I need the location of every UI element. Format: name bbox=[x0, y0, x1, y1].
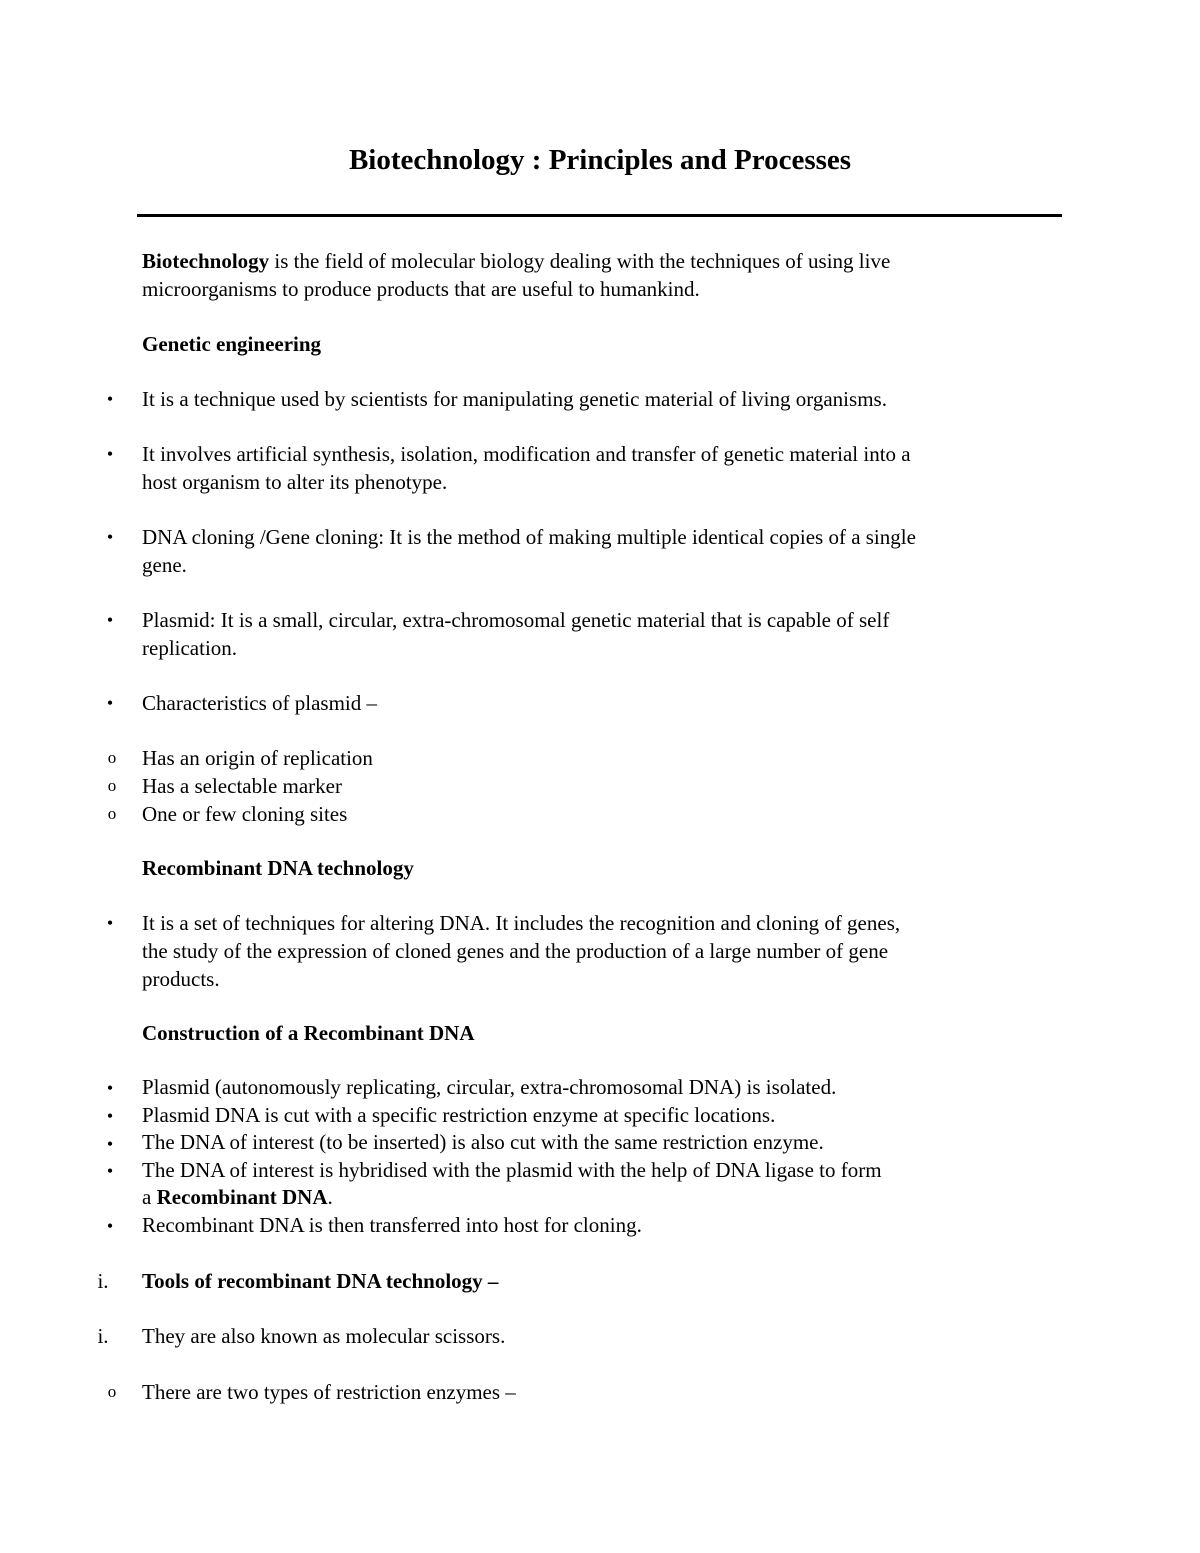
circle-marker: o bbox=[107, 776, 117, 795]
list-item-text: products. bbox=[142, 967, 220, 991]
intro-line-2: microorganisms to produce products that are useful to humankind. bbox=[142, 277, 700, 301]
bullet-marker: • bbox=[106, 913, 114, 933]
bullet-marker: • bbox=[106, 1078, 114, 1098]
bullet-marker: • bbox=[106, 1161, 114, 1181]
list-item: The DNA of interest (to be inserted) is also cut with the same restriction enzyme. bbox=[142, 1130, 824, 1155]
sub-list-item: Has an origin of replication bbox=[142, 746, 373, 770]
roman-marker: i. bbox=[97, 1269, 109, 1293]
circle-marker: o bbox=[107, 1382, 117, 1401]
list-item-text: It involves artificial synthesis, isolation, modification and transfer of genetic material into a bbox=[142, 442, 911, 466]
list-item-text: Characteristics of plasmid – bbox=[142, 691, 378, 715]
section-heading-tools: Tools of recombinant DNA technology – bbox=[142, 1269, 499, 1293]
intro-line-1-text: is the field of molecular biology dealing with the techniques of using live bbox=[269, 249, 891, 273]
list-item: They are also known as molecular scissors. bbox=[142, 1324, 506, 1348]
bullet-marker: • bbox=[106, 389, 114, 409]
list-item bbox=[142, 523, 1062, 579]
bullet-marker: • bbox=[106, 1134, 114, 1154]
bullet-marker: • bbox=[106, 527, 114, 547]
list-item-text: replication. bbox=[142, 636, 238, 660]
continuation-prefix: a bbox=[142, 1185, 157, 1210]
bullet-marker: • bbox=[106, 610, 114, 630]
bullet-marker: • bbox=[106, 1216, 114, 1236]
circle-marker: o bbox=[107, 804, 117, 823]
list-item bbox=[142, 689, 1062, 717]
sub-list-item: There are two types of restriction enzymes – bbox=[142, 1380, 516, 1404]
bullet-marker: • bbox=[106, 693, 114, 713]
intro-paragraph bbox=[142, 247, 1062, 303]
continuation-suffix: . bbox=[327, 1185, 333, 1210]
sub-list-item: One or few cloning sites bbox=[142, 802, 348, 826]
list-item bbox=[142, 909, 1062, 993]
list-item bbox=[142, 606, 1062, 662]
list-item: The DNA of interest is hybridised with the plasmid with the help of DNA ligase to form bbox=[142, 1157, 882, 1182]
title-divider bbox=[137, 214, 1062, 217]
construction-list bbox=[142, 1074, 1062, 1240]
list-item-text: gene. bbox=[142, 553, 187, 577]
intro-term: Biotechnology bbox=[142, 249, 270, 273]
intro-line-1 bbox=[142, 247, 1062, 275]
section-heading-recombinant-dna: Recombinant DNA technology bbox=[142, 856, 414, 880]
list-item-text: host organism to alter its phenotype. bbox=[142, 470, 448, 494]
section-heading-genetic-engineering: Genetic engineering bbox=[142, 332, 322, 356]
list-item-continuation bbox=[142, 1184, 1062, 1212]
list-item bbox=[142, 385, 1062, 413]
sub-list bbox=[142, 744, 1062, 828]
list-item-text: It is a set of techniques for altering DNA. It includes the recognition and cloning of genes, bbox=[142, 911, 901, 935]
bullet-marker: • bbox=[106, 1106, 114, 1126]
list-item: Plasmid (autonomously replicating, circular, extra-chromosomal DNA) is isolated. bbox=[142, 1075, 837, 1099]
list-item-text: the study of the expression of cloned genes and the production of a large number of gene bbox=[142, 939, 889, 963]
recombinant-dna-term: Recombinant DNA bbox=[156, 1185, 328, 1210]
list-item: Plasmid DNA is cut with a specific restriction enzyme at specific locations. bbox=[142, 1102, 776, 1127]
list-item-text: It is a technique used by scientists for manipulating genetic material of living organisms. bbox=[142, 387, 887, 411]
list-item-text: Plasmid: It is a small, circular, extra-chromosomal genetic material that is capable of self bbox=[142, 608, 890, 632]
bullet-marker: • bbox=[106, 444, 114, 464]
list-item bbox=[142, 440, 1062, 496]
list-item: Recombinant DNA is then transferred into host for cloning. bbox=[142, 1212, 642, 1237]
roman-marker: i. bbox=[97, 1324, 109, 1348]
circle-marker: o bbox=[107, 748, 117, 767]
section-heading-construction: Construction of a Recombinant DNA bbox=[142, 1021, 475, 1045]
list-item-text: DNA cloning /Gene cloning: It is the method of making multiple identical copies of a single bbox=[142, 525, 916, 549]
document-title: Biotechnology : Principles and Processes bbox=[348, 144, 852, 176]
sub-list-item: Has a selectable marker bbox=[142, 774, 342, 798]
